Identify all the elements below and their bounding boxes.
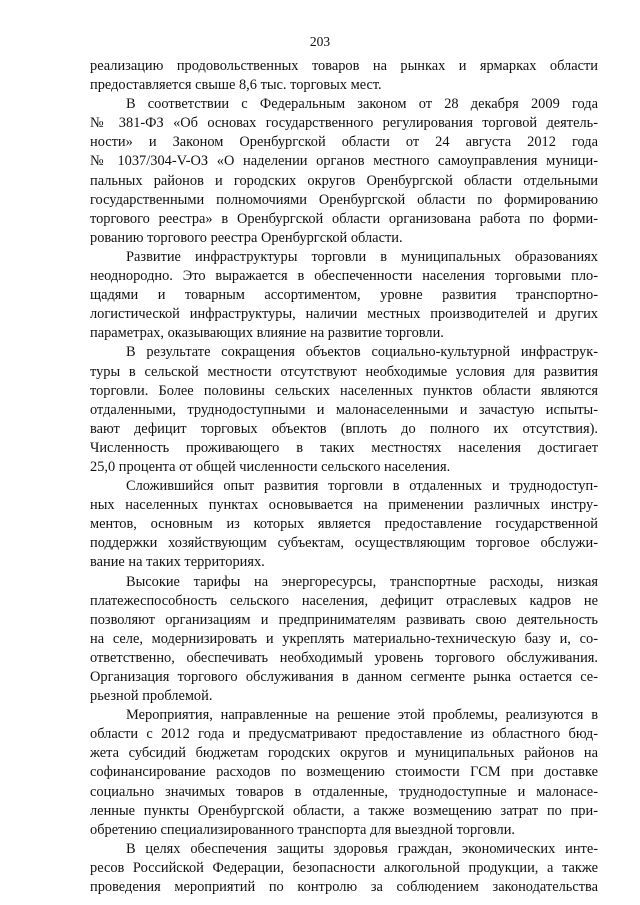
text-line: социально значимых товаров в отдаленные, труднодоступные и малонасе- xyxy=(90,783,598,800)
paragraph xyxy=(90,248,598,343)
text-line: ответственно, обеспечивать необходимый уровень торгового обслуживания. xyxy=(90,649,598,666)
text-line: торговли. Более половины сельских населенных пунктов области являются xyxy=(90,382,598,399)
text-line: вание на таких территориях. xyxy=(90,554,265,571)
text-line: туры в сельской местности отсутствуют необходимые условия для развития xyxy=(90,363,598,380)
text-line: № 1037/304-V-ОЗ «О наделении органов местного самоуправления муници- xyxy=(90,153,598,170)
text-line: области с 2012 года и предусматривают предоставление из областного бюд- xyxy=(90,726,598,743)
text-line: платежеспособность сельского населения, дефицит отраслевых кадров не xyxy=(90,592,598,609)
text-line: Численность проживающего в таких местностях населения достигает xyxy=(90,439,598,456)
text-line: вают дефицит торговых объектов (вплоть до полного их отсутствия). xyxy=(90,420,598,437)
text-line: Высокие тарифы на энергоресурсы, транспортные расходы, низкая xyxy=(126,573,598,590)
text-line: жета субсидий бюджетам городских округов и муниципальных районов на xyxy=(90,745,598,762)
text-line: ресов Российской Федерации, безопасности алкогольной продукции, а также xyxy=(90,859,598,876)
text-line: торгового реестра» в Оренбургской области организована работа по форми- xyxy=(90,210,598,227)
text-line: № 381-ФЗ «Об основах государственного регулирования торговой деятель- xyxy=(90,115,598,132)
text-line: параметрах, оказывающих влияние на развитие торговли. xyxy=(90,325,444,342)
text-line: логистической инфраструктуры, наличии местных производителей и других xyxy=(90,306,598,323)
text-line: обретению специализированного транспорта для выездной торговли. xyxy=(90,821,515,838)
text-line: ных населенных пунктах основывается на применении различных инстру- xyxy=(90,497,598,514)
text-line: неоднородно. Это выражается в обеспеченности населения торговыми пло- xyxy=(90,268,598,285)
text-line: отдаленными, труднодоступными и малонаселенными и зачастую испыты- xyxy=(90,401,598,418)
text-line: пальных районов и городских округов Оренбургской области отдельными xyxy=(90,172,598,189)
text-line: 25,0 процента от общей численности сельского населения. xyxy=(90,458,451,475)
text-line: государственными полномочиями Оренбургской области по формированию xyxy=(90,191,598,208)
text-line: Сложившийся опыт развития торговли в отдаленных и труднодоступ- xyxy=(126,478,598,495)
paragraph xyxy=(90,706,598,840)
paragraph xyxy=(90,57,598,95)
text-line: Развитие инфраструктуры торговли в муниципальных образованиях xyxy=(126,248,598,265)
text-line: реализацию продовольственных товаров на рынках и ярмарках области xyxy=(90,58,598,74)
paragraph xyxy=(90,95,598,248)
text-line: софинансирование расходов по возмещению стоимости ГСМ при доставке xyxy=(90,764,598,781)
paragraph xyxy=(90,477,598,572)
text-line: на селе, модернизировать и укреплять материально-техническую базу и, со- xyxy=(90,630,598,647)
text-line: поддержки хозяйствующим субъектам, осуществляющим торговое обслужи- xyxy=(90,535,598,552)
paragraph xyxy=(90,840,598,897)
text-line: Мероприятия, направленные на решение этой проблемы, реализуются в xyxy=(126,707,598,724)
text-line: рованию торгового реестра Оренбургской области. xyxy=(90,229,403,246)
page-number: 203 xyxy=(309,34,331,49)
text-line: позволяют организациям и предпринимателям развивать свою деятельность xyxy=(90,611,598,628)
text-line: ности» и Законом Оренбургской области от 24 августа 2012 года xyxy=(90,134,598,151)
document-body xyxy=(90,57,598,897)
text-line: ментов, основным из которых является предоставление государственной xyxy=(90,516,598,533)
text-line: предоставляется свыше 8,6 тыс. торговых мест. xyxy=(90,77,382,94)
text-line: В соответствии с Федеральным законом от 28 декабря 2009 года xyxy=(126,96,598,113)
text-line: рьезной проблемой. xyxy=(90,688,213,705)
text-line: В целях обеспечения защиты здоровья граждан, экономических инте- xyxy=(126,840,598,857)
text-line: проведения мероприятий по контролю за соблюдением законодательства xyxy=(90,879,598,896)
text-line: Организация торгового обслуживания в данном сегменте рынка остается се- xyxy=(90,669,598,685)
text-line: ленные пункты Оренбургской области, а также возмещению затрат по при- xyxy=(90,802,598,819)
text-line: щадями и товарным ассортиментом, уровне развития транспортно- xyxy=(90,287,598,304)
paragraph xyxy=(90,343,598,477)
text-line: В результате сокращения объектов социально-культурной инфраструк- xyxy=(126,344,598,361)
paragraph xyxy=(90,573,598,707)
